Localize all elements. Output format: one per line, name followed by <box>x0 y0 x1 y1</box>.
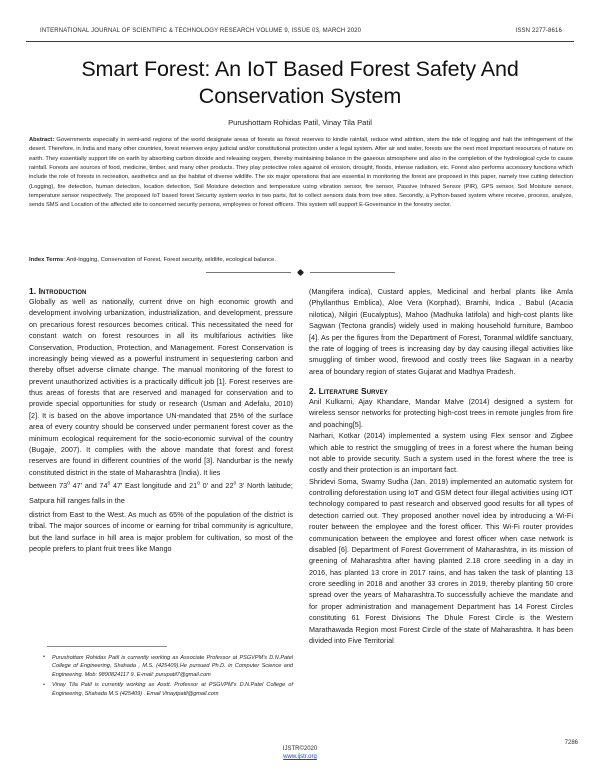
footer-copyright: IJSTR©2020 <box>282 745 318 752</box>
two-column-body <box>29 286 573 740</box>
index-terms-text: : Anti-logging, Conservation of Forest, Forest security, wildlife, ecological balance. <box>63 257 276 263</box>
index-terms-label: Index Terms <box>29 257 64 263</box>
heading-literature-survey-label: Literature Survey <box>318 386 388 396</box>
abstract-text: Governments especially in semi-arid regions of the world designate areas of forests as forest reserves to kindle rainfall, reduce wind attrition, stem the tide of logging and halt the infringement of the desert. Therefore, in India and many other countries, forest reserves enjoy judicial and/or constitutional protection under a legal system. After air and water, forests are the next most important resources of nature on earth. They essentially support life on earth by absorbing carbon dioxide and releasing oxygen, thereby maintaining balance in the gaseous atmosphere and also in the completion of the hydrological cycle to cause rainfall. Forests are sources of food, medicine, timber, and many other products. They play protective roles against oil erosion, drought, floods, intense radiation, etc. Forest also performs accessory functions which include the role of forests in recreation, aesthetics and as the habitat of diverse wildlife. The six major operations that are essential in monitoring the forest are proposed in this paper, namely tree cutting detection (Logging), fire detection, human detection, location detection, Soil Moisture detection and temperature using vibration sensor, fire sensor, Passive Infrared Sensor (PIR), GPS sensor, Soil Moisture sensor, temperature sensor respectively. The proposed IoT based forest Security system works in two parts, fist to collect sensors data from tree sites. Secondly, a Python-based system where receive, process, analyze, sends SMS and Location of the affected site to concerned security persons, employees or forest officers. This system will support E-Governance in the forestry sector. <box>29 137 573 209</box>
heading-literature-survey-number: 2. <box>309 386 317 396</box>
degree-icon-1: o <box>67 480 71 487</box>
running-head-issn: ISSN 2277-8616 <box>515 28 562 34</box>
divider-segment-right <box>310 272 395 273</box>
running-head <box>38 28 578 34</box>
divider-segment-left <box>206 272 291 273</box>
intro-coordinates <box>29 478 293 509</box>
right-column <box>309 286 573 740</box>
footer-imprint <box>0 745 600 762</box>
author-list: Purushottam Rohidas Patil, Vinay Tila Patil <box>228 118 372 127</box>
coord-2b: 3' North latitude; Satpura hill ranges falls in the <box>29 481 293 506</box>
diamond-icon <box>296 269 303 276</box>
coord-1c: 47' East longitude and 21 <box>112 481 198 490</box>
page-footer <box>0 740 600 770</box>
index-terms <box>29 256 573 265</box>
list-item: • Purushottam Rohidas Patil is currently working as Associate Professor at PSGVPM's D.N.Patel College of Engineering, Shahada , M.S. (425409).He pursued Ph.D. in Computer Science and Engineering. Mob: 9890824117 9. E-mail: purupatil7@gmail.com <box>43 654 293 679</box>
heading-literature-survey <box>309 386 573 396</box>
heading-introduction-number: 1. <box>29 286 37 296</box>
survey-paragraph-2: Narhari, Kotkar (2014) implemented a system using Flex sensor and Zigbee which able to restrict the smuggling of trees in a forest where the human being not able to provide security. Such a system used in the forest where the tree is costly and their protection is an important fact. <box>309 431 573 475</box>
heading-introduction <box>29 286 293 296</box>
page-number: 7286 <box>564 740 578 746</box>
degree-icon-4: o <box>233 480 237 487</box>
coord-1b: 47' and 74 <box>72 481 108 490</box>
intro-paragraph-1: Globally as well as nationally, current drive on high economic growth and development involving urbanization, industrialization, and development, pressure on precarious forest resources becomes critical. This necessitated the need for constant watch on forest resources in all its multifarious activities like Conservation, Production, Protection, and Management. Forest Conservation is increasingly being viewed as a powerful instrument in sequestering carbon and thereby offset adverse climate change. The manual monitoring of the forest to prevent unauthorized activities is a practically difficult job [1]. Forest reserves are thus areas of forests that are reserved and managed for conservation and to provide special opportunities for study or research (Usman and Adefalu, 2010) [2]. It is based on the above importance UN-mandated that 25% of the surface area of every country should be conserved under permanent forest cover as the minimum ecological requirement for the socio-economic survival of the country (Bugaje, 2007). It complies with the above mandate that forest and forest reserves are found in different countries of the world [3]. Nandurbar is the newly constituted district in the state of Maharashtra (India). It lies <box>29 297 293 477</box>
heading-introduction-label: Introduction <box>38 286 87 296</box>
coord-1d: 0' <box>202 481 209 490</box>
author-footnotes <box>29 646 293 700</box>
section-divider-ornament <box>0 270 600 275</box>
survey-paragraph-1: Anil Kulkarni, Ajay Khandare, Mandar Malve (2014) designed a system for wireless sensor networks for protecting high-cost trees in remote jungles from fire and poaching[5]. <box>309 397 573 429</box>
degree-icon-3: o <box>197 480 201 487</box>
coord-2a: and 22 <box>210 481 234 490</box>
intro-paragraph-2: district from East to the West. As much as 65% of the population of the district is tribal. The major sources of income or earning for tribal community is agriculture, but the land surface in hill area is major problem for cultivation, so most of the people prefers to plant fruit trees like Mango <box>29 509 293 554</box>
survey-paragraph-3: Shridevi Soma, Swamy Sudha (Jan. 2019) implemented an automatic system for controlling deforestation using IoT and GSM detect four illegal activities using IOT technology compared to past research and observed good results for all types of detection carried out. They proposed another novel idea by introducing a Wi-Fi router between the employee and the forest officer. This Wi-Fi router provides communication between the employee and forest officer when case network is disabled [6]. Department of Forest Government of Maharashtra, in its mission of greening of Maharashtra after having planted 2.18 crore seedling in a day in 2016, has planted 13 crore in 2017 rains, and has taken the task of planting 13 crore seedling in 2018 and another 33 crores in 2019, thereby planting 50 crore spread over the years of Maharashtra.To successfully achieve the mandate and for proper administration and management Department has 14 Forest Circles constituting 61 Forest Divisions The Dhule Forest Circle is the Western Marathawada Region most Forest Circle of the state of Maharashtra. It has been divided into Five Territorial <box>309 476 573 645</box>
footnote-rule <box>47 646 167 647</box>
journal-website-link[interactable]: www.ijstr.org <box>283 754 317 761</box>
abstract-label: Abstract: <box>29 137 55 143</box>
intro-paragraph-3: (Mangifera indica), Custard apples, Medicinal and herbal plants like Amla (Phyllanthus Emblica), Aloe Vera (Korphad), Bramhi, Indica , Babul (Acacia nilotica), Nilgiri (Eucalyptus), Mahoo (Madhuka latifola) and high-cost plants like Sagwan (Tectona grandis) widely used in making household furniture, Bamboo [4]. As per the figures from the Department of Forest, Toranmal wildlife sanctuary, the rate of logging of trees is increasing day by day causing illegal activities like smuggling of timber wood, firewood and costly trees like Sagwan in a nearby area of boundary region of states Gujarat and Madhya Pradesh. <box>309 287 573 376</box>
left-column <box>29 286 293 740</box>
list-item: • Vinay Tila Patil is currently working as Asstt. Professor at PSGVPM's D.N.Patel College of Engineering, Shahada M.S (425409) . Email Vinaytpatil@gmail.com <box>43 681 293 698</box>
footnote-list <box>29 654 293 698</box>
header-rule <box>26 41 574 42</box>
degree-icon-2: o <box>107 480 111 487</box>
coord-1a: between 73 <box>29 481 68 490</box>
abstract <box>29 136 573 211</box>
page-title: Smart Forest: An IoT Based Forest Safety And Conservation System <box>81 57 519 109</box>
running-head-journal: INTERNATIONAL JOURNAL OF SCIENTIFIC & TECHNOLOGY RESEARCH VOLUME 9, ISSUE 03, MARCH 2020 <box>40 28 362 34</box>
